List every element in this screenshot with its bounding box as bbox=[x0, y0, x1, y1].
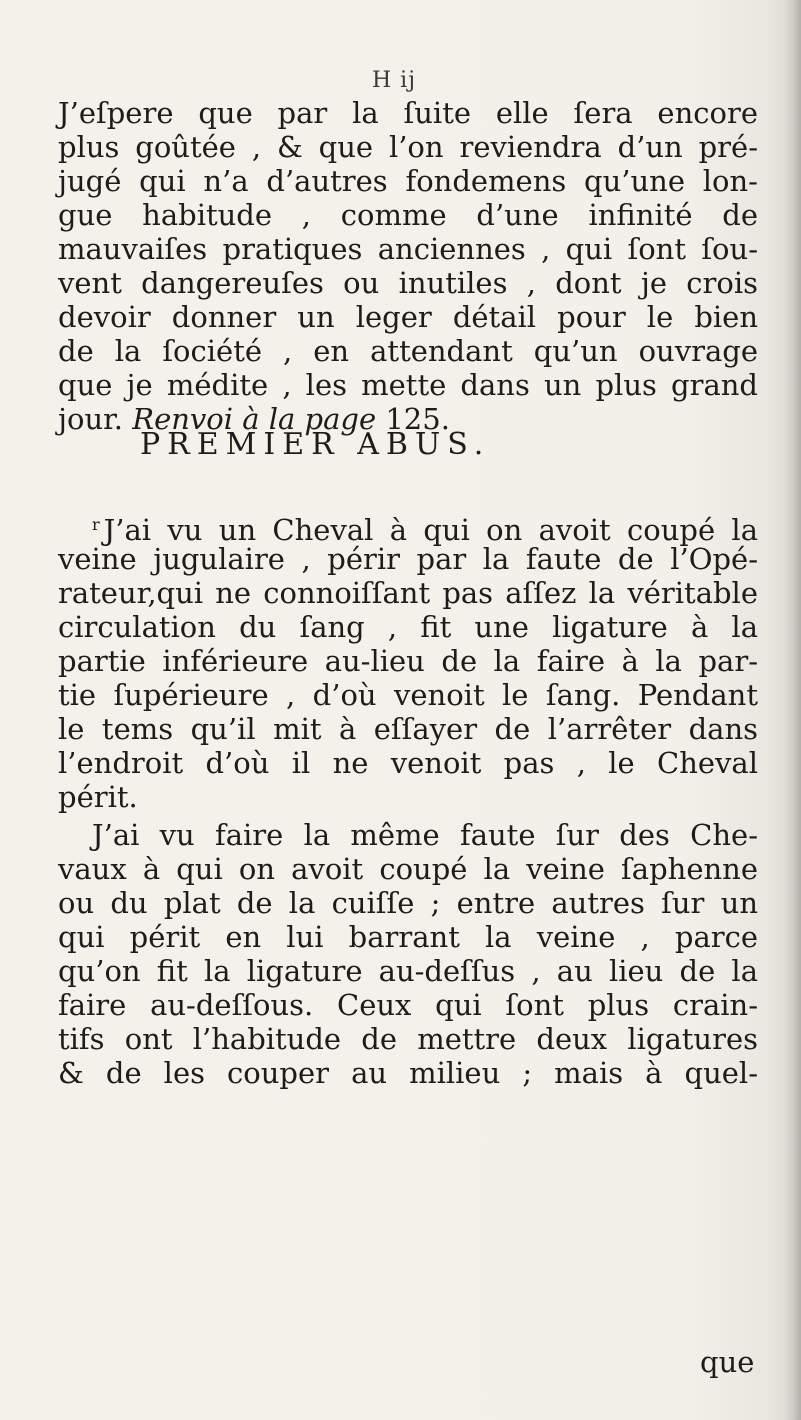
renvoi-page-ref: 125. bbox=[385, 402, 450, 436]
text-line: rateur,qui ne connoiſſant pas aſſez la véritable bbox=[58, 576, 758, 610]
text-line: plus goûtée , & que l’on reviendra d’un pré- bbox=[58, 130, 758, 164]
page-signature: H ij bbox=[372, 68, 417, 93]
intro-paragraph bbox=[58, 96, 758, 436]
text-line: J’eſpere que par la ſuite elle ſera encore bbox=[58, 96, 758, 130]
renvoi-text: Renvoi à la page bbox=[132, 402, 377, 436]
text-line: que je médite , les mette dans un plus grand bbox=[58, 368, 758, 402]
renvoi-prefix: jour. bbox=[58, 402, 133, 436]
text-line: l’endroit d’où il ne venoit pas , le Cheval bbox=[58, 746, 758, 780]
paragraph-second-abuse bbox=[58, 818, 758, 1090]
catchword: que bbox=[700, 1345, 755, 1379]
page-edge-shadow bbox=[783, 0, 801, 1420]
text-line: veine jugulaire , périr par la faute de l’Opé- bbox=[58, 542, 758, 576]
text-line bbox=[58, 508, 758, 547]
text-line: devoir donner un leger détail pour le bien bbox=[58, 300, 758, 334]
text-line: qu’on fit la ligature au-deſſus , au lieu de la bbox=[58, 954, 758, 988]
paragraph-first-abuse bbox=[58, 508, 758, 814]
text-line: gue habitude , comme d’une infinité de bbox=[58, 198, 758, 232]
text-line: tie ſupérieure , d’où venoit le ſang. Pendant bbox=[58, 678, 758, 712]
text-line: mauvaiſes pratiques anciennes , qui ſont ſou- bbox=[58, 232, 758, 266]
section-heading: PREMIER ABUS. bbox=[140, 427, 491, 462]
text-line: vaux à qui on avoit coupé la veine ſaphenne bbox=[58, 852, 758, 886]
text-line: faire au-deſſous. Ceux qui ſont plus crain- bbox=[58, 988, 758, 1022]
text-line: circulation du ſang , fit une ligature à la bbox=[58, 610, 758, 644]
line-text: J’ai vu un Cheval à qui on avoit coupé la bbox=[103, 513, 758, 547]
text-line: qui périt en lui barrant la veine , parce bbox=[58, 920, 758, 954]
text-line: vent dangereuſes ou inutiles , dont je crois bbox=[58, 266, 758, 300]
text-line: & de les couper au milieu ; mais à quel- bbox=[58, 1056, 758, 1090]
text-line: ou du plat de la cuiſſe ; entre autres ſur un bbox=[58, 886, 758, 920]
text-line: le tems qu’il mit à eſſayer de l’arrêter dans bbox=[58, 712, 758, 746]
text-line: tifs ont l’habitude de mettre deux ligatures bbox=[58, 1022, 758, 1056]
text-line: périt. bbox=[58, 780, 138, 814]
text-line: J’ai vu faire la même faute ſur des Che- bbox=[92, 818, 758, 852]
footnote-marker: r bbox=[92, 515, 100, 534]
text-line: de la ſociété , en attendant qu’un ouvrage bbox=[58, 334, 758, 368]
text-line: jugé qui n’a d’autres fondemens qu’une lon- bbox=[58, 164, 758, 198]
text-line: partie inférieure au-lieu de la faire à la par- bbox=[58, 644, 758, 678]
